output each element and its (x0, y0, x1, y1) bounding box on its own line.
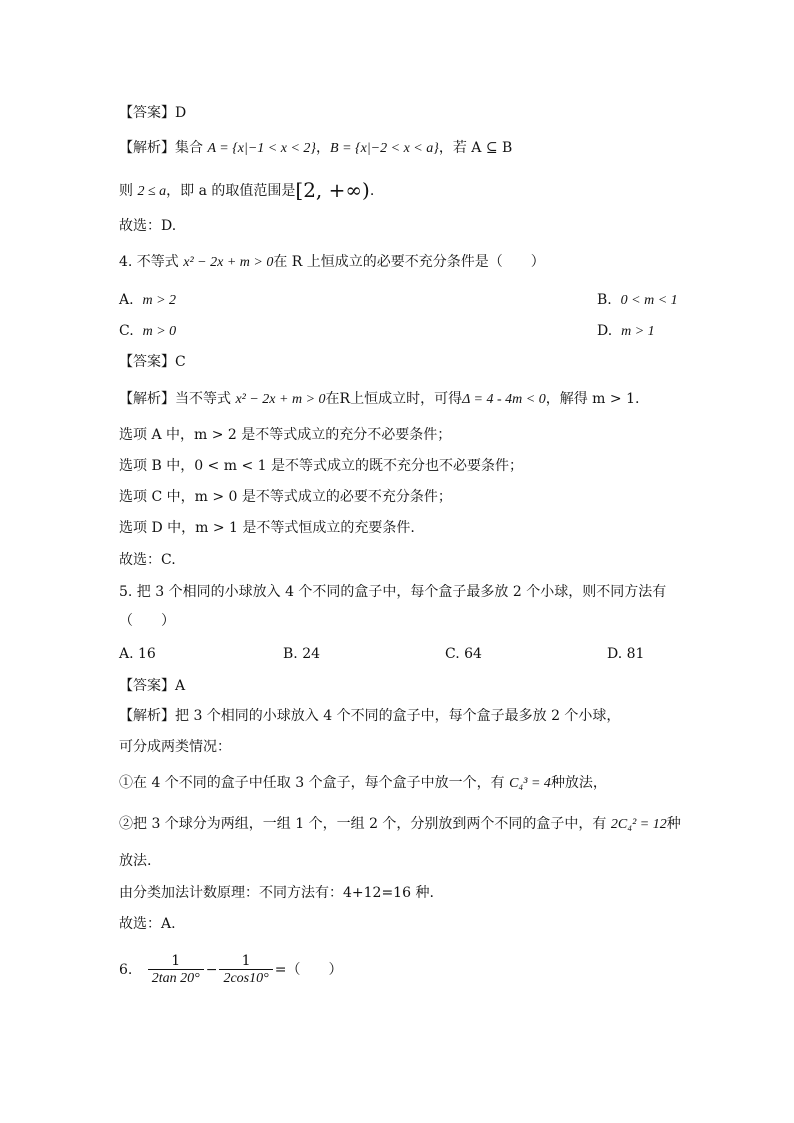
q3-answer: 【答案】D (119, 105, 187, 121)
q5-case1-math: C₄³ = 4 (509, 776, 551, 791)
q5-sum: 由分类加法计数原理：不同方法有：4+12=16 种. (119, 885, 434, 901)
q4-analysis-line1 (119, 390, 639, 409)
q3-choice: 故选：D. (119, 218, 177, 234)
q4-stem (119, 253, 545, 272)
q4-analysis-end: ，解得 m > 1. (545, 391, 640, 407)
q6-fraction-1: $\frac{1}{2\tan 20^\circ}$ (148, 954, 204, 986)
q6-tail: =（ ） (274, 962, 343, 978)
q4-choice: 故选：C. (119, 552, 176, 568)
q3-subset-condition: ，若 A ⊆ B (438, 140, 513, 156)
q4-stem-suffix: 在 R 上恒成立的必要不充分条件是（ ） (273, 254, 545, 270)
q4-stem-math: x² − 2x + m > 0 (183, 255, 274, 270)
q4-analysis-mid: 在R上恒成立时，可得 (325, 391, 463, 407)
q3-analysis-line2 (119, 178, 375, 202)
q3-range: [2, +∞) (295, 178, 370, 202)
q4-item-c: 选项 C 中，m > 0 是不等式成立的必要不充分条件； (119, 489, 452, 505)
q6-stem (119, 950, 342, 990)
q3-analysis-prefix: 【解析】集合 (119, 140, 208, 156)
q4-item-d: 选项 D 中，m > 1 是不等式恒成立的充要条件. (119, 520, 415, 536)
q4-analysis-delta: Δ = 4 - 4m < 0 (462, 392, 546, 407)
q4-option-d: D. m > 1 (597, 323, 655, 339)
q5-analysis-line1: 【解析】把 3 个相同的小球放入 4 个不同的盒子中，每个盒子最多放 2 个小球， (119, 708, 621, 724)
q5-choice: 故选：A. (119, 916, 176, 932)
q5-case2-suffix: 种 (666, 816, 681, 832)
q4-item-a: 选项 A 中，m > 2 是不等式成立的充分不必要条件； (119, 427, 452, 443)
q6-minus: − (205, 962, 218, 978)
q5-answer: 【答案】A (119, 678, 186, 694)
q4-analysis-prefix: 【解析】当不等式 (119, 391, 236, 407)
q4-option-c: C. m > 0 (119, 323, 177, 339)
q4-option-a: A. m > 2 (119, 292, 177, 308)
q5-case2-math: 2C₄² = 12 (610, 817, 667, 832)
q3-period: . (369, 183, 375, 199)
q3-analysis-line1 (119, 139, 512, 158)
q5-option-a: A. 16 (119, 646, 156, 662)
q3-range-text: ，即 a 的取值范围是 (166, 183, 296, 199)
q5-case2-prefix: ②把 3 个球分为两组，一组 1 个，一组 2 个，分别放到两个不同的盒子中，有 (119, 816, 611, 832)
q5-stem-line1: 5. 把 3 个相同的小球放入 4 个不同的盒子中，每个盒子最多放 2 个小球，则不同方法有 (119, 584, 667, 600)
q5-option-d: D. 81 (607, 646, 645, 662)
q4-item-b: 选项 B 中，0 < m < 1 是不等式成立的既不充分也不必要条件； (119, 458, 523, 474)
q4-stem-prefix: 4. 不等式 (119, 254, 184, 270)
q4-option-b: B. 0 < m < 1 (597, 292, 678, 308)
q6-number: 6. (119, 962, 133, 978)
q5-option-c: C. 64 (445, 646, 482, 662)
q6-fraction-2: $\frac{1}{2\cos 10^\circ}$ (219, 954, 272, 986)
q5-analysis-line2: 可分成两类情况： (119, 739, 231, 755)
q3-set-a: A = {x|−1 < x < 2} (207, 141, 317, 156)
q3-comma: ， (316, 140, 331, 156)
q5-case2-line2: 放法. (119, 853, 152, 869)
q3-then: 则 (119, 183, 138, 199)
q3-set-b: B = {x|−2 < x < a} (330, 141, 439, 156)
q3-inequality: 2 ≤ a (137, 184, 167, 199)
q5-case1-suffix: 种放法， (550, 775, 607, 791)
q5-stem-line2: （ ） (119, 613, 175, 629)
q5-case1 (119, 774, 607, 793)
q4-analysis-math: x² − 2x + m > 0 (235, 392, 326, 407)
q5-case2 (119, 815, 681, 834)
q5-case1-prefix: ①在 4 个不同的盒子中任取 3 个盒子，每个盒子中放一个，有 (119, 775, 510, 791)
q4-answer: 【答案】C (119, 354, 186, 370)
q5-option-b: B. 24 (283, 646, 321, 662)
